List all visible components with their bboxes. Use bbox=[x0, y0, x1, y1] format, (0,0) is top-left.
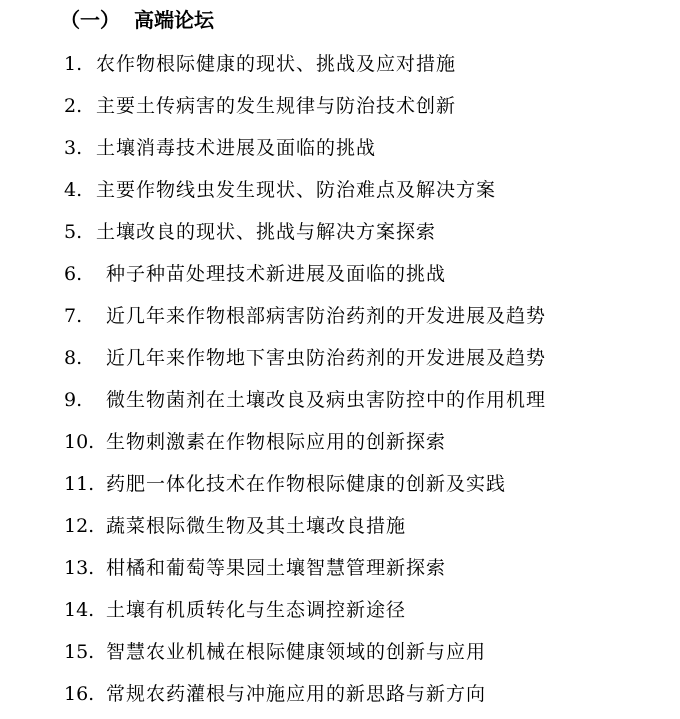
item-number: 2. bbox=[64, 95, 83, 117]
item-number: 13. bbox=[64, 557, 95, 579]
item-text: 蔬菜根际微生物及其土壤改良措施 bbox=[106, 515, 407, 537]
item-number: 3. bbox=[64, 137, 83, 159]
item-text: 柑橘和葡萄等果园土壤智慧管理新探索 bbox=[106, 557, 447, 579]
section-heading bbox=[60, 6, 214, 34]
item-number: 8. bbox=[64, 347, 83, 369]
item-text: 种子种苗处理技术新进展及面临的挑战 bbox=[106, 263, 447, 285]
item-number: 4. bbox=[64, 179, 83, 201]
item-text: 土壤改良的现状、挑战与解决方案探索 bbox=[96, 221, 437, 243]
item-text: 近几年来作物地下害虫防治药剂的开发进展及趋势 bbox=[106, 347, 547, 369]
item-text: 智慧农业机械在根际健康领域的创新与应用 bbox=[106, 641, 487, 663]
item-text: 土壤消毒技术进展及面临的挑战 bbox=[96, 137, 377, 159]
item-text: 农作物根际健康的现状、挑战及应对措施 bbox=[96, 53, 457, 75]
item-text: 土壤有机质转化与生态调控新途径 bbox=[106, 599, 407, 621]
item-text: 常规农药灌根与冲施应用的新思路与新方向 bbox=[106, 683, 487, 705]
item-text: 药肥一体化技术在作物根际健康的创新及实践 bbox=[106, 473, 507, 495]
item-number: 10. bbox=[64, 431, 95, 453]
item-number: 12. bbox=[64, 515, 95, 537]
item-number: 7. bbox=[64, 305, 83, 327]
item-number: 6. bbox=[64, 263, 83, 285]
item-text: 主要作物线虫发生现状、防治难点及解决方案 bbox=[96, 179, 497, 201]
item-number: 9. bbox=[64, 389, 83, 411]
item-number: 14. bbox=[64, 599, 95, 621]
item-number: 5. bbox=[64, 221, 83, 243]
item-text: 近几年来作物根部病害防治药剂的开发进展及趋势 bbox=[106, 305, 547, 327]
section-marker: （一） bbox=[60, 8, 120, 32]
item-number: 1. bbox=[64, 53, 83, 75]
item-text: 主要土传病害的发生规律与防治技术创新 bbox=[96, 95, 457, 117]
item-number: 16. bbox=[64, 683, 95, 705]
section-title: 高端论坛 bbox=[134, 8, 214, 32]
item-text: 微生物菌剂在土壤改良及病虫害防控中的作用机理 bbox=[106, 389, 547, 411]
item-text: 生物刺激素在作物根际应用的创新探索 bbox=[106, 431, 447, 453]
item-number: 11. bbox=[64, 473, 95, 495]
item-number: 15. bbox=[64, 641, 95, 663]
